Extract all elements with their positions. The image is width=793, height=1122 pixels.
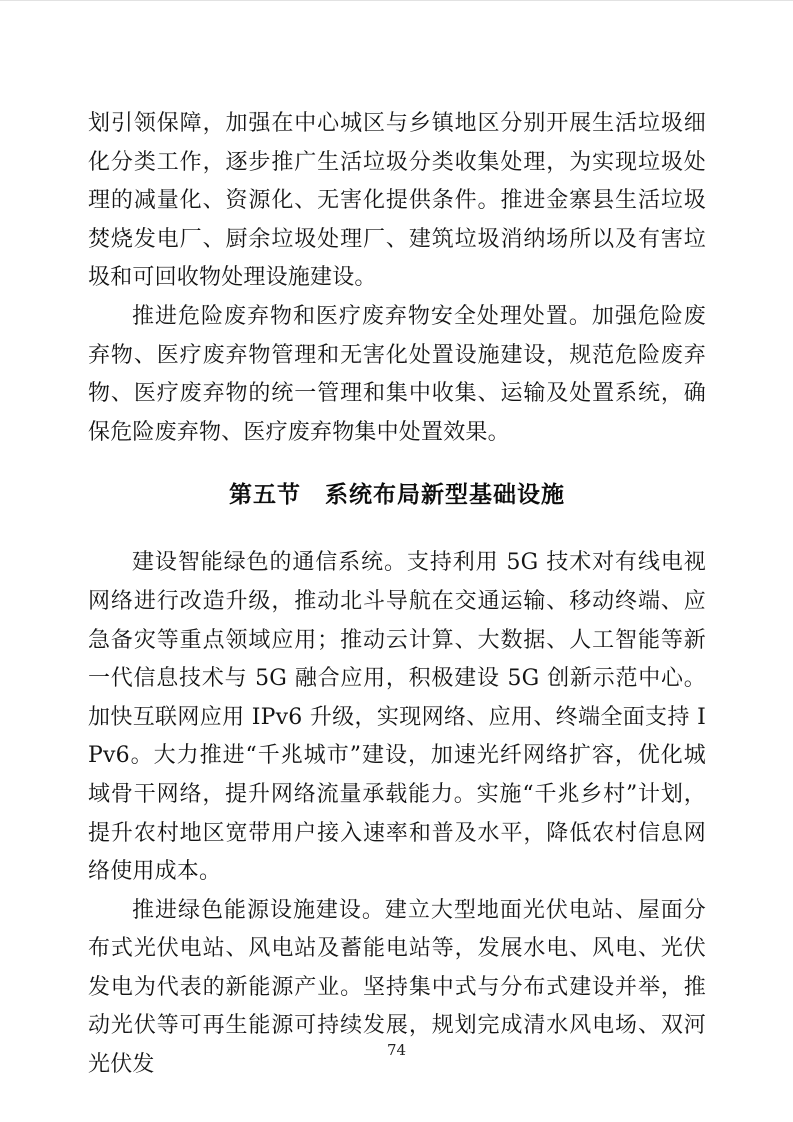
section-heading: 第五节 系统布局新型基础设施 [229, 481, 565, 508]
paragraph-hazardous-waste: 推进危险废弃物和医疗废弃物安全处理处置。加强危险废弃物、医疗废弃物管理和无害化处置设施建设，规范危险废弃物、医疗废弃物的统一管理和集中收集、运输及处置系统，确保危险废弃物、医疗废弃物集中处置效果。 [88, 303, 706, 445]
page-number: 74 [386, 1041, 407, 1059]
page-content [88, 105, 706, 1085]
paragraph-green-energy: 推进绿色能源设施建设。建立大型地面光伏电站、屋面分布式光伏电站、风电站及蓄能电站等，发展水电、风电、光伏发电为代表的新能源产业。坚持集中式与分布式建设并举，推动光伏等可再生能源可持续发展，规划完成清水风电场、双河光伏发 [88, 897, 706, 1078]
paragraph-continuation: 划引领保障，加强在中心城区与乡镇地区分别开展生活垃圾细化分类工作，逐步推广生活垃圾分类收集处理，为实现垃圾处理的减量化、资源化、无害化提供条件。推进金寨县生活垃圾焚烧发电厂、厨余垃圾处理厂、建筑垃圾消纳场所以及有害垃圾和可回收物处理设施建设。 [88, 111, 706, 291]
paragraph-communication-system: 建设智能绿色的通信系统。支持利用 5G 技术对有线电视网络进行改造升级，推动北斗导航在交通运输、移动终端、应急备灾等重点领域应用；推动云计算、大数据、人工智能等新一代信息技术与 5G 融合应用，积极建设 5G 创新示范中心。加快互联网应用 IPv6 升级，实现网络、应用、终端全面支持 IPv6。大力推进“千兆城市”建设，加速光纤网络扩容，优化城域骨干网络，提升网络流量承载能力。实施“千兆乡村”计划，提升农村地区宽带用户接入速率和普及水平，降低农村信息网络使用成本。 [88, 550, 706, 885]
